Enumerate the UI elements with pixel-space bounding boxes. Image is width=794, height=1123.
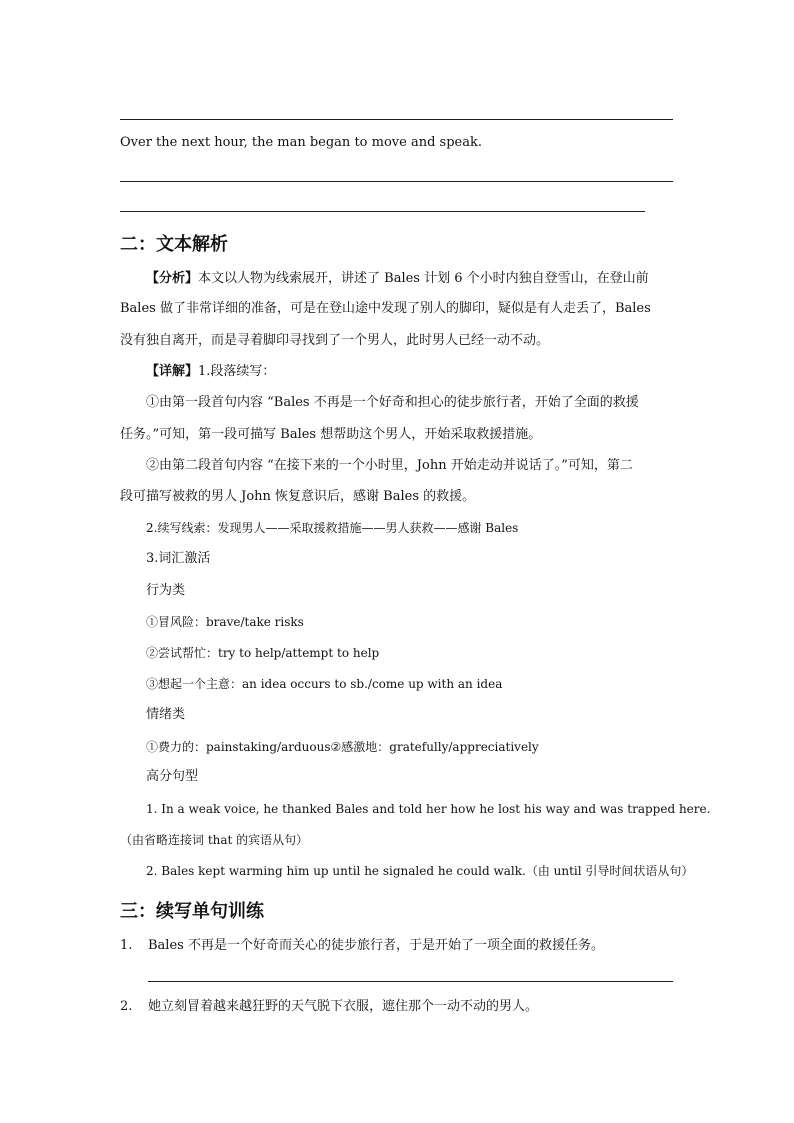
exercise-text: 她立刻冒着越来越狂野的天气脱下衣服，遮住那个一动不动的男人。 [148,999,539,1014]
paragraph-one-line: ①由第一段首句内容 “Bales 不再是一个好奇和担心的徒步旅行者，开始了全面的救援 [146,395,639,410]
section-heading: 二：文本解析 [120,234,228,255]
analysis-text: 本文以人物为线索展开，讲述了 Bales 计划 6 个小时内独自登雪山，在登山前 [198,271,649,286]
category-sentence: 高分句型 [146,769,199,784]
category-emotion: 情绪类 [146,707,186,722]
vocab-title: 3.词汇激活 [146,551,211,566]
detail-heading [146,363,275,381]
exercise-number: 1. [120,938,133,953]
vocab-item: ③想起一个主意：an idea occurs to sb./come up with an idea [146,677,503,691]
sentence-note: （由省略连接词 that 的宾语从句） [120,833,309,847]
paragraph-one-line: 任务。”可知，第一段可描写 Bales 想帮助这个男人，开始采取救援措施。 [120,427,542,442]
vocab-item: ①费力的：painstaking/arduous②感激地：gratefully/appreciatively [146,740,539,754]
detail-tag: 【详解】 [146,364,199,379]
exercise-number: 2. [120,999,133,1014]
writing-prompt: Over the next hour, the man began to move and speak. [120,135,482,150]
analysis-line: 没有独自离开，而是寻着脚印寻找到了一个男人，此时男人已经一动不动。 [120,333,550,348]
answer-line [120,119,673,120]
vocab-item: ①冒风险：brave/take risks [146,615,304,629]
paragraph-two-line: 段可描写被救的男人 John 恢复意识后，感谢 Bales 的救援。 [120,489,476,504]
analysis-line: Bales 做了非常详细的准备，可是在登山途中发现了别人的脚印，疑似是有人走丢了，Bales [120,301,651,316]
answer-line[interactable] [148,981,673,982]
vocab-item: ②尝试帮忙：try to help/attempt to help [146,646,380,660]
section-heading: 三：续写单句训练 [120,901,264,922]
answer-line [120,211,645,212]
answer-line [120,181,673,182]
analysis-line [146,270,649,288]
paragraph-two-line: ②由第二段首句内容 “在接下来的一个小时里，John 开始走动并说话了。”可知，第二 [146,458,633,473]
sentence-example: 1. In a weak voice, he thanked Bales and told her how he lost his way and was trapped here. [146,802,711,816]
analysis-tag: 【分析】 [146,271,199,286]
detail-title: 1.段落续写： [198,364,276,379]
exercise-text: Bales 不再是一个好奇而关心的徒步旅行者，于是开始了一项全面的救援任务。 [148,938,604,953]
sentence-example: 2. Bales kept warming him up until he signaled he could walk.（由 until 引导时间状语从句） [146,864,694,878]
category-behavior: 行为类 [146,583,186,598]
clue-line: 2.续写线索：发现男人——采取援救措施——男人获救——感谢 Bales [146,521,519,535]
